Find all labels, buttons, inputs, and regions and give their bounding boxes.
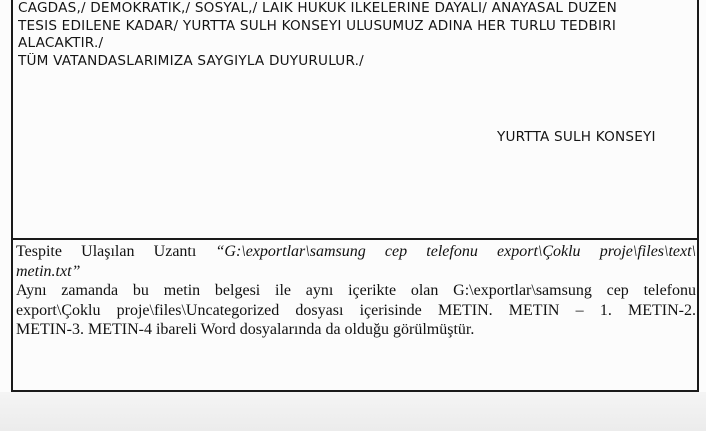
table-border-right	[697, 0, 699, 392]
finding-body-line: METIN-3. METIN-4 ibareli Word dosyalarında da olduğu görülmüştür.	[16, 321, 475, 338]
proclamation-text	[18, 0, 690, 70]
signature-council-name: YURTTA SULH KONSEYI	[497, 129, 656, 145]
finding-text	[16, 242, 696, 340]
table-border-left	[11, 0, 13, 392]
proclamation-line: TÜM VATANDASLARIMIZA SAYGIYLA DUYURULUR./	[18, 52, 364, 69]
finding-path-part1: “G:\exportlar\samsung cep telefonu export\Çoklu proje\files\text\	[215, 243, 696, 260]
page-margin-band	[0, 392, 706, 431]
finding-path-line	[16, 262, 696, 282]
finding-label: Tespite Ulaşılan Uzantı	[16, 243, 197, 260]
finding-body-line: Aynı zamanda bu metin belgesi ile aynı içerikte olan G:\exportlar\samsung cep telefonu	[16, 282, 696, 299]
finding-path-part2: metin.txt”	[16, 262, 81, 280]
table-row-divider	[11, 238, 699, 240]
proclamation-line: ALACAKTIR./	[18, 35, 104, 51]
proclamation-line: TESIS EDILENE KADAR/ YURTTA SULH KONSEYI ULUSUMUZ ADINA HER TURLU TEDBIRI	[18, 17, 617, 34]
proclamation-line: CAGDAS,/ DEMOKRATIK,/ SOSYAL,/ LAIK HUKUK ILKELERINE DAYALI/ ANAYASAL DUZEN	[18, 0, 617, 16]
finding-body-line: export\Çoklu proje\files\Uncategorized dosyası içerisinde METIN. METIN – 1. METIN-2.	[16, 301, 696, 319]
finding-path-line	[16, 242, 696, 262]
